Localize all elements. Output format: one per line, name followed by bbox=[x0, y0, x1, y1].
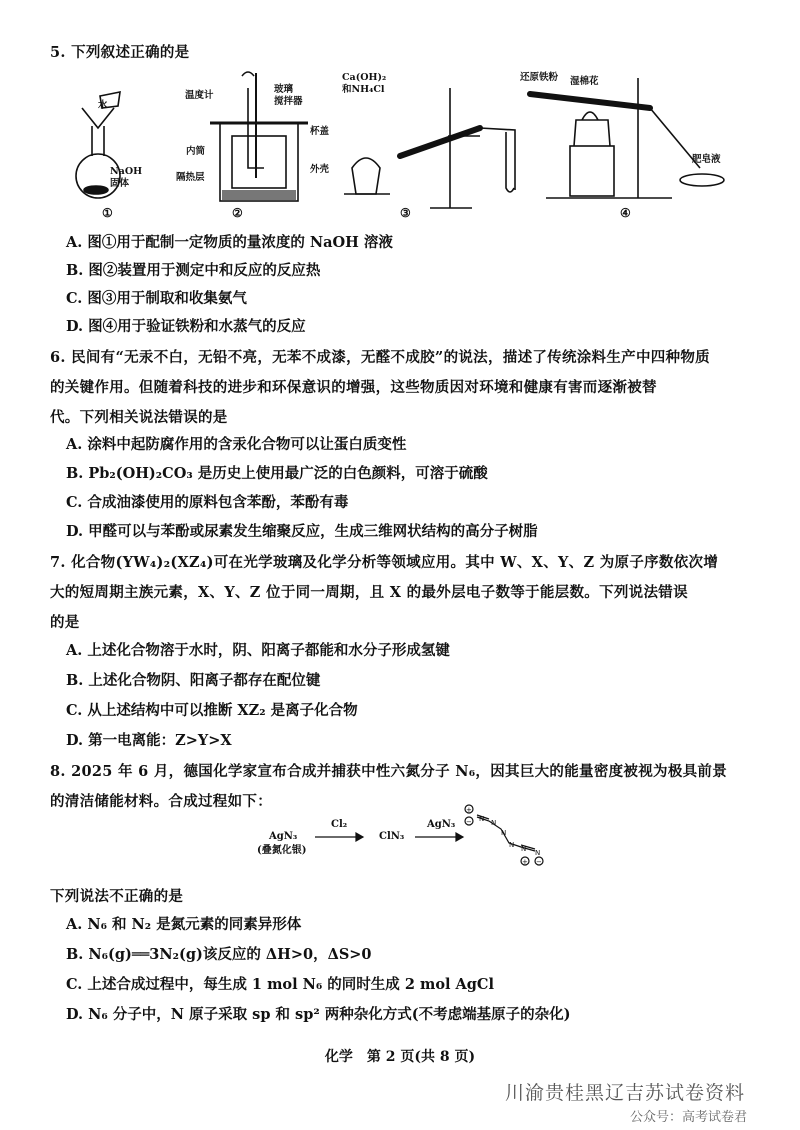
label-outer: 外壳 bbox=[310, 164, 330, 175]
svg-text:N: N bbox=[521, 845, 527, 853]
caption-2: ② bbox=[232, 206, 243, 220]
q5-option-d: D. 图④用于验证铁粉和水蒸气的反应 bbox=[66, 318, 306, 335]
scheme-graphic bbox=[255, 795, 555, 875]
svg-text:−: − bbox=[536, 858, 542, 866]
q6-stem-line-3: 代。下列相关说法错误的是 bbox=[50, 409, 228, 426]
test-tube bbox=[400, 128, 480, 156]
q7-option-b: B. 上述化合物阴、阳离子都存在配位键 bbox=[66, 672, 321, 689]
q5-stem: 5. 下列叙述正确的是 bbox=[50, 44, 190, 61]
q8-option-b: B. N₆(g)══3N₂(g)该反应的 ΔH>0，ΔS>0 bbox=[66, 946, 372, 963]
reactant-agn3: AgN₃ bbox=[269, 831, 298, 842]
watermark-account: 公众号：高考试卷君 bbox=[630, 1110, 748, 1125]
label-caoh2: Ca(OH)₂ bbox=[342, 72, 387, 83]
q7-option-c: C. 从上述结构中可以推断 XZ₂ 是离子化合物 bbox=[66, 702, 358, 719]
svg-text:N: N bbox=[479, 815, 485, 823]
svg-text:+: + bbox=[522, 858, 528, 866]
q7-stem-line-2: 大的短周期主族元素，X、Y、Z 位于同一周期，且 X 的最外层电子数等于能层数。下列说法错误 bbox=[50, 584, 688, 601]
q5-option-b: B. 图②装置用于测定中和反应的反应热 bbox=[66, 262, 321, 279]
svg-text:N: N bbox=[491, 819, 497, 827]
synthesis-scheme bbox=[255, 795, 555, 875]
lamp-base bbox=[570, 146, 614, 196]
page-footer: 化学 第 2 页(共 8 页) bbox=[324, 1049, 476, 1065]
svg-text:+: + bbox=[466, 806, 472, 814]
q8-option-c: C. 上述合成过程中，每生成 1 mol N₆ 的同时生成 2 mol AgCl bbox=[66, 976, 494, 993]
label-thermometer: 温度计 bbox=[185, 90, 214, 101]
q7-option-a: A. 上述化合物溶于水时，阴、阳离子都能和水分子形成氢键 bbox=[66, 642, 450, 659]
reagent-agn3: AgN₃ bbox=[427, 819, 456, 830]
label-glass: 玻璃 bbox=[274, 84, 294, 95]
funnel bbox=[82, 108, 114, 128]
label-nh4cl: 和NH₄Cl bbox=[342, 84, 385, 95]
q6-stem-line-1: 6. 民间有“无汞不白，无铅不亮，无苯不成漆，无醛不成胶”的说法，描述了传统涂料生产中四种物质 bbox=[50, 349, 710, 366]
q6-option-d: D. 甲醛可以与苯酚或尿素发生缩聚反应，生成三维网状结构的高分子树脂 bbox=[66, 523, 538, 540]
q5-figures bbox=[60, 68, 750, 233]
reactant-name: (叠氮化银) bbox=[257, 845, 307, 856]
caption-1: ① bbox=[102, 206, 113, 220]
watermark-regions: 川渝贵桂黑辽吉苏试卷资料 bbox=[505, 1082, 746, 1104]
label-lid: 杯盖 bbox=[310, 126, 330, 137]
svg-text:N: N bbox=[501, 829, 507, 837]
caption-3: ③ bbox=[400, 206, 411, 220]
q6-option-a: A. 涂料中起防腐作用的含汞化合物可以让蛋白质变性 bbox=[66, 436, 407, 453]
label-insulation: 隔热层 bbox=[176, 172, 205, 183]
q8-stem-line-2: 的清洁储能材料。合成过程如下： bbox=[50, 793, 272, 810]
svg-text:−: − bbox=[466, 818, 472, 826]
label-water: 水 bbox=[98, 100, 108, 111]
q7-stem-line-3: 的是 bbox=[50, 614, 80, 631]
q6-stem-line-2: 的关键作用。但随着科技的进步和环保意识的增强，这些物质因对环境和健康有害而逐渐被替 bbox=[50, 379, 657, 396]
alcohol-lamp bbox=[352, 158, 380, 194]
q7-option-d: D. 第一电离能：Z>Y>X bbox=[66, 732, 232, 749]
q8-sub-stem: 下列说法不正确的是 bbox=[50, 888, 184, 905]
q8-option-d: D. N₆ 分子中，N 原子采取 sp 和 sp² 两种杂化方式(不考虑端基原子的杂化) bbox=[66, 1006, 571, 1023]
q8-option-a: A. N₆ 和 N₂ 是氮元素的同素异形体 bbox=[66, 916, 302, 933]
q7-stem-line-1: 7. 化合物(YW₄)₂(XZ₄)可在光学玻璃及化学分析等领域应用。其中 W、X、Y、Z 为原子序数依次增 bbox=[50, 554, 719, 571]
label-stirrer: 搅拌器 bbox=[274, 96, 303, 107]
label-soap: 肥皂液 bbox=[692, 154, 721, 165]
intermediate-cln3: ClN₃ bbox=[379, 831, 405, 842]
label-wet-cotton: 湿棉花 bbox=[570, 76, 599, 87]
label-solid: 固体 bbox=[110, 178, 130, 189]
reagent-cl2: Cl₂ bbox=[331, 819, 348, 830]
svg-text:N: N bbox=[509, 841, 515, 849]
svg-text:N: N bbox=[535, 849, 541, 857]
label-iron-powder: 还原铁粉 bbox=[520, 72, 559, 83]
q6-option-c: C. 合成油漆使用的原料包含苯酚，苯酚有毒 bbox=[66, 494, 349, 511]
label-inner: 内筒 bbox=[186, 146, 206, 157]
q6-option-b: B. Pb₂(OH)₂CO₃ 是历史上使用最广泛的白色颜料，可溶于硫酸 bbox=[66, 465, 488, 482]
q5-option-c: C. 图③用于制取和收集氨气 bbox=[66, 290, 247, 307]
caption-4: ④ bbox=[620, 206, 631, 220]
q8-stem-line-1: 8. 2025 年 6 月，德国化学家宣布合成并捕获中性六氮分子 N₆，因其巨大的能量密度被视为极具前景 bbox=[50, 763, 728, 780]
label-naoh: NaOH bbox=[110, 166, 143, 177]
q5-option-a: A. 图①用于配制一定物质的量浓度的 NaOH 溶液 bbox=[66, 234, 393, 251]
